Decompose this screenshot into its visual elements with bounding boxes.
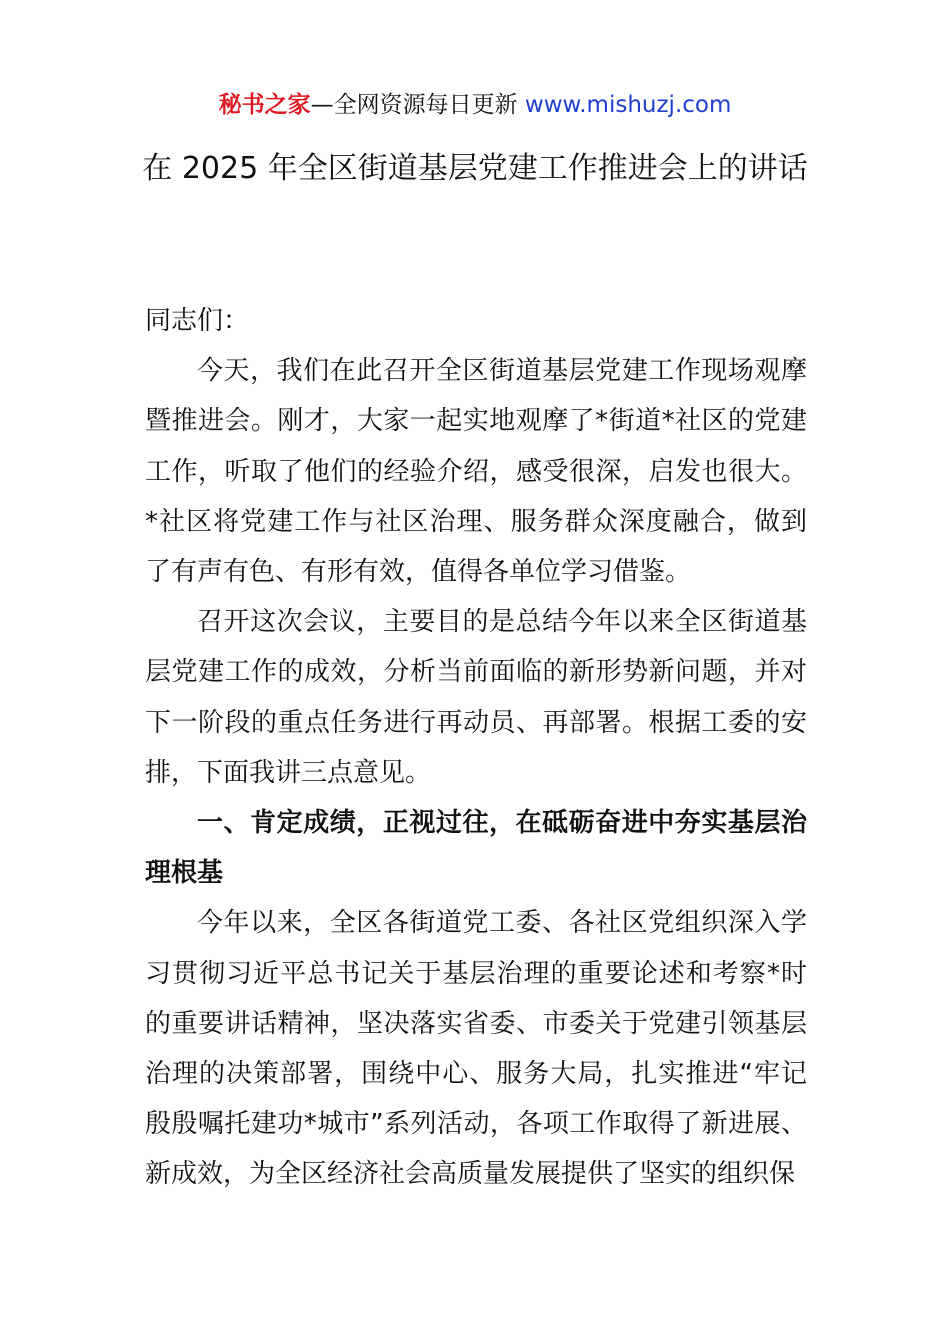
section-heading: 一、肯定成绩，正视过往，在砥砺奋进中夯实基层治理根基 (145, 808, 807, 889)
document-title: 在 2025 年全区街道基层党建工作推进会上的讲话 (142, 151, 808, 186)
site-tagline: —全网资源每日更新 (310, 92, 518, 118)
body-paragraph: 今天，我们在此召开全区街道基层党建工作现场观摩暨推进会。刚才，大家一起实地观摩了*街道*社区的党建工作，听取了他们的经验介绍，感受很深，启发也很大。*社区将党建工作与社区治理、服务群众深度融合，做到了有声有色、有形有效，值得各单位学习借鉴。 (145, 356, 807, 588)
salutation: 同志们： (145, 306, 250, 336)
site-header (0, 88, 950, 122)
body-paragraph: 今年以来，全区各街道党工委、各社区党组织深入学习贯彻习近平总书记关于基层治理的重要论述和考察*时的重要讲话精神，坚决落实省委、市委关于党建引领基层治理的决策部署，围绕中心、服务大局，扎实推进“牢记殷殷嘱托建功*城市”系列活动，各项工作取得了新进展、新成效，为全区经济社会高质量发展提供了坚实的组织保 (145, 908, 807, 1190)
document-body (145, 296, 807, 1200)
site-url-link[interactable]: www.mishuzj.com (524, 92, 732, 118)
body-paragraph: 召开这次会议，主要目的是总结今年以来全区街道基层党建工作的成效，分析当前面临的新形势新问题，并对下一阶段的重点任务进行再动员、再部署。根据工委的安排，下面我讲三点意见。 (145, 607, 807, 788)
site-brand: 秘书之家 (218, 92, 311, 118)
